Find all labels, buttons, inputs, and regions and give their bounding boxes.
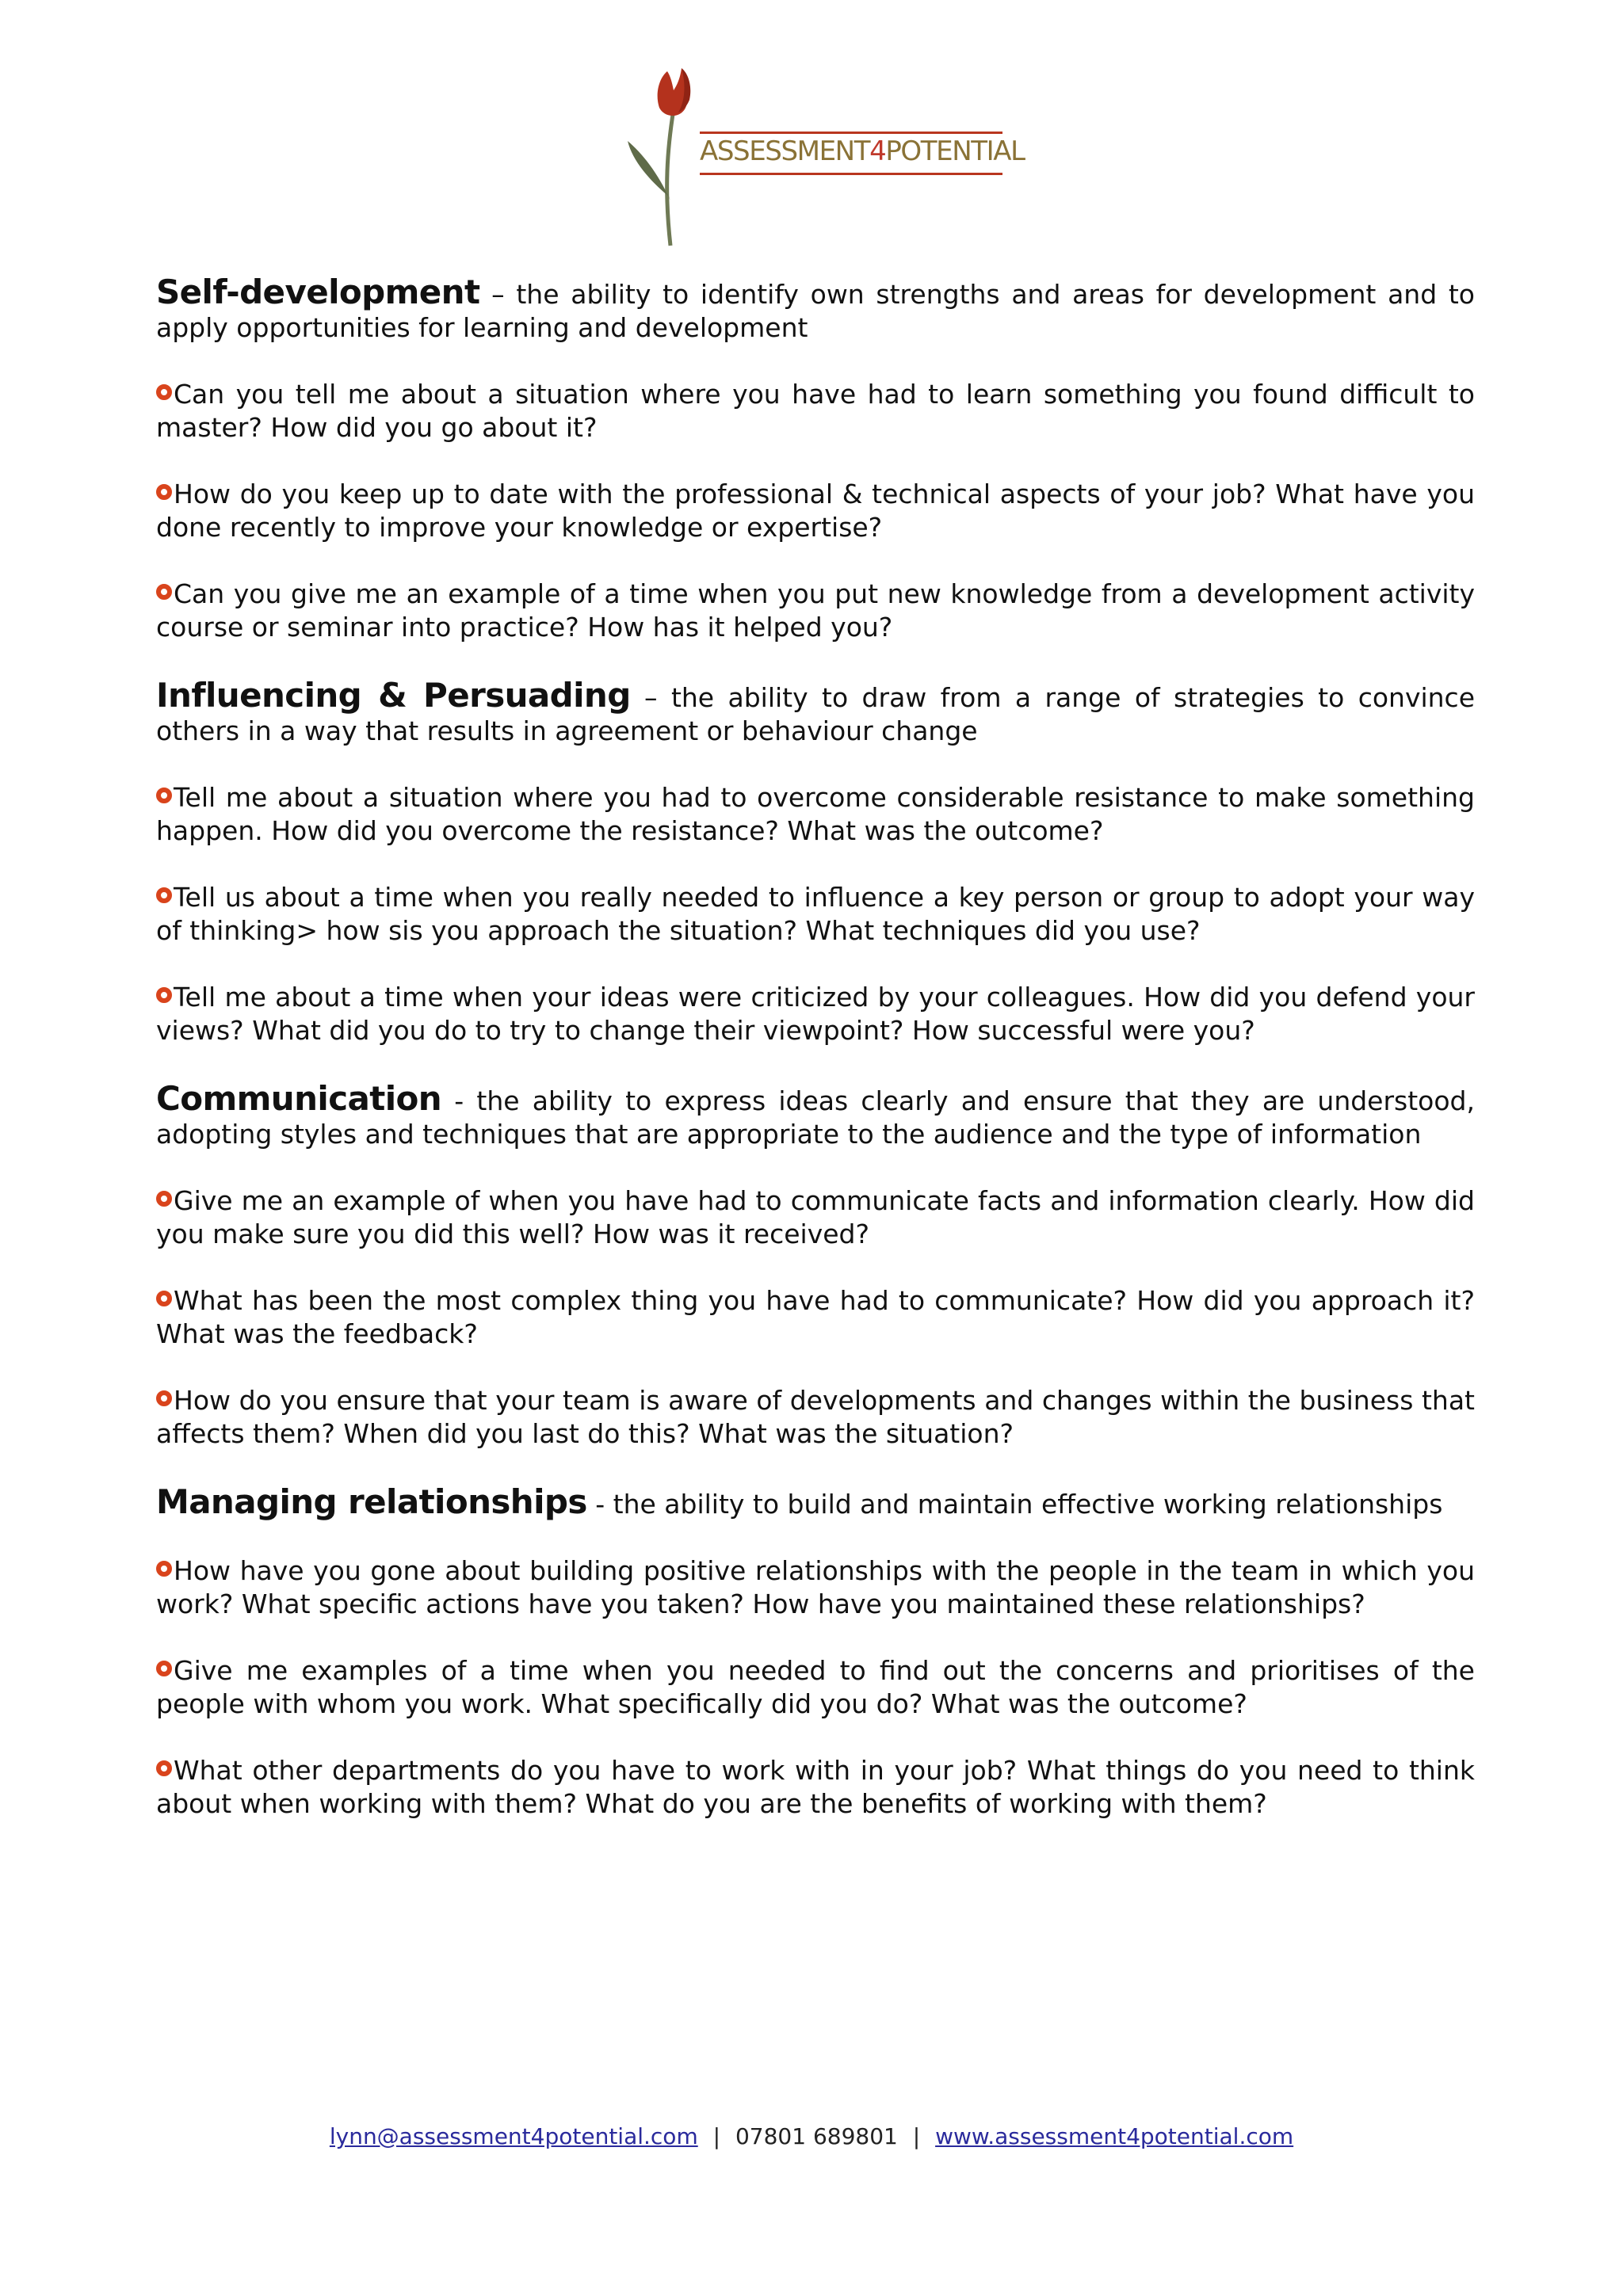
section-managing-relationships	[156, 1482, 1475, 1821]
footer-separator: |	[712, 2123, 721, 2149]
competency-description: - the ability to build and maintain effective working relationships	[586, 1489, 1443, 1520]
question-item	[156, 981, 1475, 1047]
section-self-development	[156, 273, 1475, 644]
bullet-icon	[156, 1661, 172, 1676]
question-item	[156, 1184, 1475, 1251]
logo-rule-bottom	[700, 173, 1002, 175]
competency-heading: Self-development	[156, 273, 480, 311]
question-item	[156, 1384, 1475, 1451]
bullet-icon	[156, 484, 172, 500]
question-item	[156, 1284, 1475, 1351]
page-footer	[0, 2123, 1623, 2149]
competency-description: - the ability to express ideas clearly and ensure that they are understood, adopting styles and techniques that are appropriate to the audience and the type of information	[156, 1085, 1475, 1150]
logo-wordmark-end: POTENTIAL	[885, 135, 1025, 167]
competency-heading: Influencing & Persuading	[156, 676, 631, 715]
question-text: Tell us about a time when you really needed to influence a key person or group to adopt your way of thinking> how sis you approach the situation? What techniques did you use?	[156, 882, 1475, 946]
competency-definition	[156, 1079, 1475, 1151]
bullet-icon	[156, 1291, 172, 1306]
competency-heading: Managing relationships	[156, 1482, 587, 1521]
question-text: Tell me about a situation where you had to overcome considerable resistance to make something happen. How did you overcome the resistance? What was the outcome?	[156, 782, 1475, 846]
question-text: Can you give me an example of a time when you put new knowledge from a development activity course or seminar into practice? How has it helped you?	[156, 578, 1475, 643]
footer-email-link[interactable]: lynn@assessment4potential.com	[329, 2123, 698, 2149]
section-influencing-persuading	[156, 676, 1476, 1047]
bullet-icon	[156, 887, 172, 903]
bullet-icon	[156, 584, 172, 600]
competency-description: – the ability to draw from a range of strategies to convince others in a way that results in agreement or behaviour change	[156, 682, 1476, 746]
tulip-icon	[618, 62, 697, 252]
competency-definition	[156, 273, 1475, 345]
bullet-icon	[156, 1191, 172, 1207]
bullet-icon	[156, 384, 172, 400]
bullet-icon	[156, 1760, 172, 1776]
question-text: How do you ensure that your team is aware of developments and changes within the business that affects them? When did you last do this? What was the situation?	[156, 1385, 1475, 1449]
question-item	[156, 378, 1475, 444]
question-text: What other departments do you have to work with in your job? What things do you need to think about when working with them? What do you are the benefits of working with them?	[156, 1755, 1475, 1819]
question-item	[156, 781, 1475, 848]
logo-rule-top	[700, 132, 1002, 134]
competency-description: – the ability to identify own strengths and areas for development and to apply opportunities for learning and development	[156, 279, 1475, 343]
question-text: Can you tell me about a situation where you have had to learn something you found difficult to master? How did you go about it?	[156, 379, 1475, 443]
competency-definition	[156, 676, 1476, 748]
bullet-icon	[156, 1390, 172, 1406]
competency-heading: Communication	[156, 1079, 442, 1118]
question-text: How do you keep up to date with the professional & technical aspects of your job? What have you done recently to improve your knowledge or expertise?	[156, 479, 1475, 543]
question-text: Give me an example of when you have had to communicate facts and information clearly. How did you make sure you did this well? How was it received?	[156, 1185, 1475, 1249]
footer-phone: 07801 689801	[735, 2123, 898, 2149]
company-logo	[618, 62, 1025, 252]
question-item	[156, 578, 1475, 644]
bullet-icon	[156, 788, 172, 803]
question-item	[156, 881, 1475, 948]
logo-wordmark-main: ASSESSMENT	[700, 135, 870, 167]
logo-wordmark	[700, 135, 1025, 167]
bullet-icon	[156, 1561, 172, 1577]
footer-website-link[interactable]: www.assessment4potential.com	[935, 2123, 1294, 2149]
question-item	[156, 478, 1475, 544]
logo-wordmark-four: 4	[869, 135, 886, 167]
competency-definition	[156, 1482, 1475, 1521]
question-item	[156, 1754, 1475, 1821]
question-text: Give me examples of a time when you needed to find out the concerns and prioritises of the people with whom you work. What specifically did you do? What was the outcome?	[156, 1655, 1475, 1719]
document-body	[156, 273, 1476, 1855]
question-text: How have you gone about building positive relationships with the people in the team in which you work? What specific actions have you taken? How have you maintained these relationships?	[156, 1555, 1475, 1619]
question-item	[156, 1654, 1475, 1721]
question-text: What has been the most complex thing you have had to communicate? How did you approach it? What was the feedback?	[156, 1285, 1475, 1349]
section-communication	[156, 1079, 1475, 1451]
question-item	[156, 1554, 1475, 1621]
bullet-icon	[156, 987, 172, 1003]
question-text: Tell me about a time when your ideas were criticized by your colleagues. How did you defend your views? What did you do to try to change their viewpoint? How successful were you?	[156, 982, 1475, 1046]
footer-separator: |	[912, 2123, 921, 2149]
